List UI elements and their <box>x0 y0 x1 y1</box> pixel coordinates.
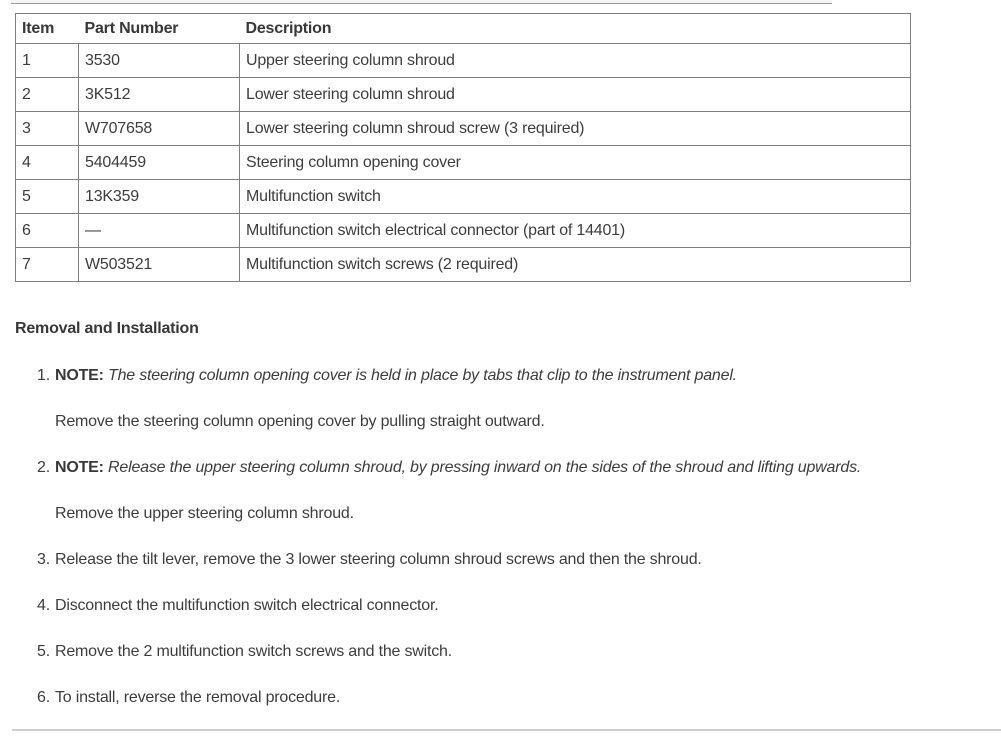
step-2-text <box>0 505 1001 523</box>
table-row <box>16 146 911 180</box>
step-1-note <box>0 367 1001 385</box>
step-number: 3. <box>37 551 50 568</box>
step-number: 6. <box>37 689 50 706</box>
note-text: The steering column opening cover is held in place by tabs that clip to the instrument panel. <box>108 367 737 384</box>
cell-part-number: 5404459 <box>79 146 240 180</box>
cell-description: Upper steering column shroud <box>240 44 911 78</box>
step-text: To install, reverse the removal procedure. <box>55 689 341 706</box>
step-5 <box>0 643 1001 661</box>
cell-part-number: 3530 <box>79 44 240 78</box>
step-number: 2. <box>37 459 50 476</box>
step-number: 5. <box>37 643 50 660</box>
section-heading: Removal and Installation <box>15 320 199 337</box>
table-row <box>16 44 911 78</box>
step-2-note <box>0 459 1001 477</box>
step-note <box>55 459 861 477</box>
cell-description: Multifunction switch electrical connector (part of 14401) <box>240 214 911 248</box>
step-text: Remove the 2 multifunction switch screws and the switch. <box>55 643 452 660</box>
column-header-item: Item <box>16 14 79 44</box>
table-row <box>16 214 911 248</box>
step-6 <box>0 689 1001 707</box>
cell-item: 2 <box>16 78 79 112</box>
cell-description: Multifunction switch <box>240 180 911 214</box>
bottom-divider <box>12 729 1001 731</box>
cell-part-number: W707658 <box>79 112 240 146</box>
cell-part-number: 3K512 <box>79 78 240 112</box>
step-note <box>55 367 737 385</box>
cell-item: 5 <box>16 180 79 214</box>
cell-description: Steering column opening cover <box>240 146 911 180</box>
step-1-text <box>0 413 1001 431</box>
step-text: Disconnect the multifunction switch electrical connector. <box>55 597 439 614</box>
procedure-steps <box>0 367 1001 735</box>
cell-description: Multifunction switch screws (2 required) <box>240 248 911 282</box>
step-text: Remove the steering column opening cover by pulling straight outward. <box>55 413 545 430</box>
table-row <box>16 180 911 214</box>
step-3 <box>0 551 1001 569</box>
column-header-description: Description <box>240 14 911 44</box>
table-row <box>16 248 911 282</box>
note-label: NOTE: <box>55 459 104 476</box>
table-header-row <box>16 14 911 44</box>
note-text: Release the upper steering column shroud, by pressing inward on the sides of the shroud and lifting upwards. <box>108 459 862 476</box>
step-text: Release the tilt lever, remove the 3 lower steering column shroud screws and then the shroud. <box>55 551 702 568</box>
table-row <box>16 78 911 112</box>
cell-description: Lower steering column shroud <box>240 78 911 112</box>
cell-part-number: 13K359 <box>79 180 240 214</box>
cell-item: 7 <box>16 248 79 282</box>
step-number: 1. <box>37 367 50 384</box>
step-4 <box>0 597 1001 615</box>
column-header-part-number: Part Number <box>79 14 240 44</box>
step-number: 4. <box>37 597 50 614</box>
cell-item: 4 <box>16 146 79 180</box>
cell-item: 3 <box>16 112 79 146</box>
table-row <box>16 112 911 146</box>
cell-description: Lower steering column shroud screw (3 required) <box>240 112 911 146</box>
step-text: Remove the upper steering column shroud. <box>55 505 354 522</box>
parts-table <box>15 13 911 282</box>
cell-part-number: W503521 <box>79 248 240 282</box>
cell-item: 6 <box>16 214 79 248</box>
cell-item: 1 <box>16 44 79 78</box>
previous-section-edge <box>11 0 832 4</box>
note-label: NOTE: <box>55 367 104 384</box>
cell-part-number: — <box>79 214 240 248</box>
